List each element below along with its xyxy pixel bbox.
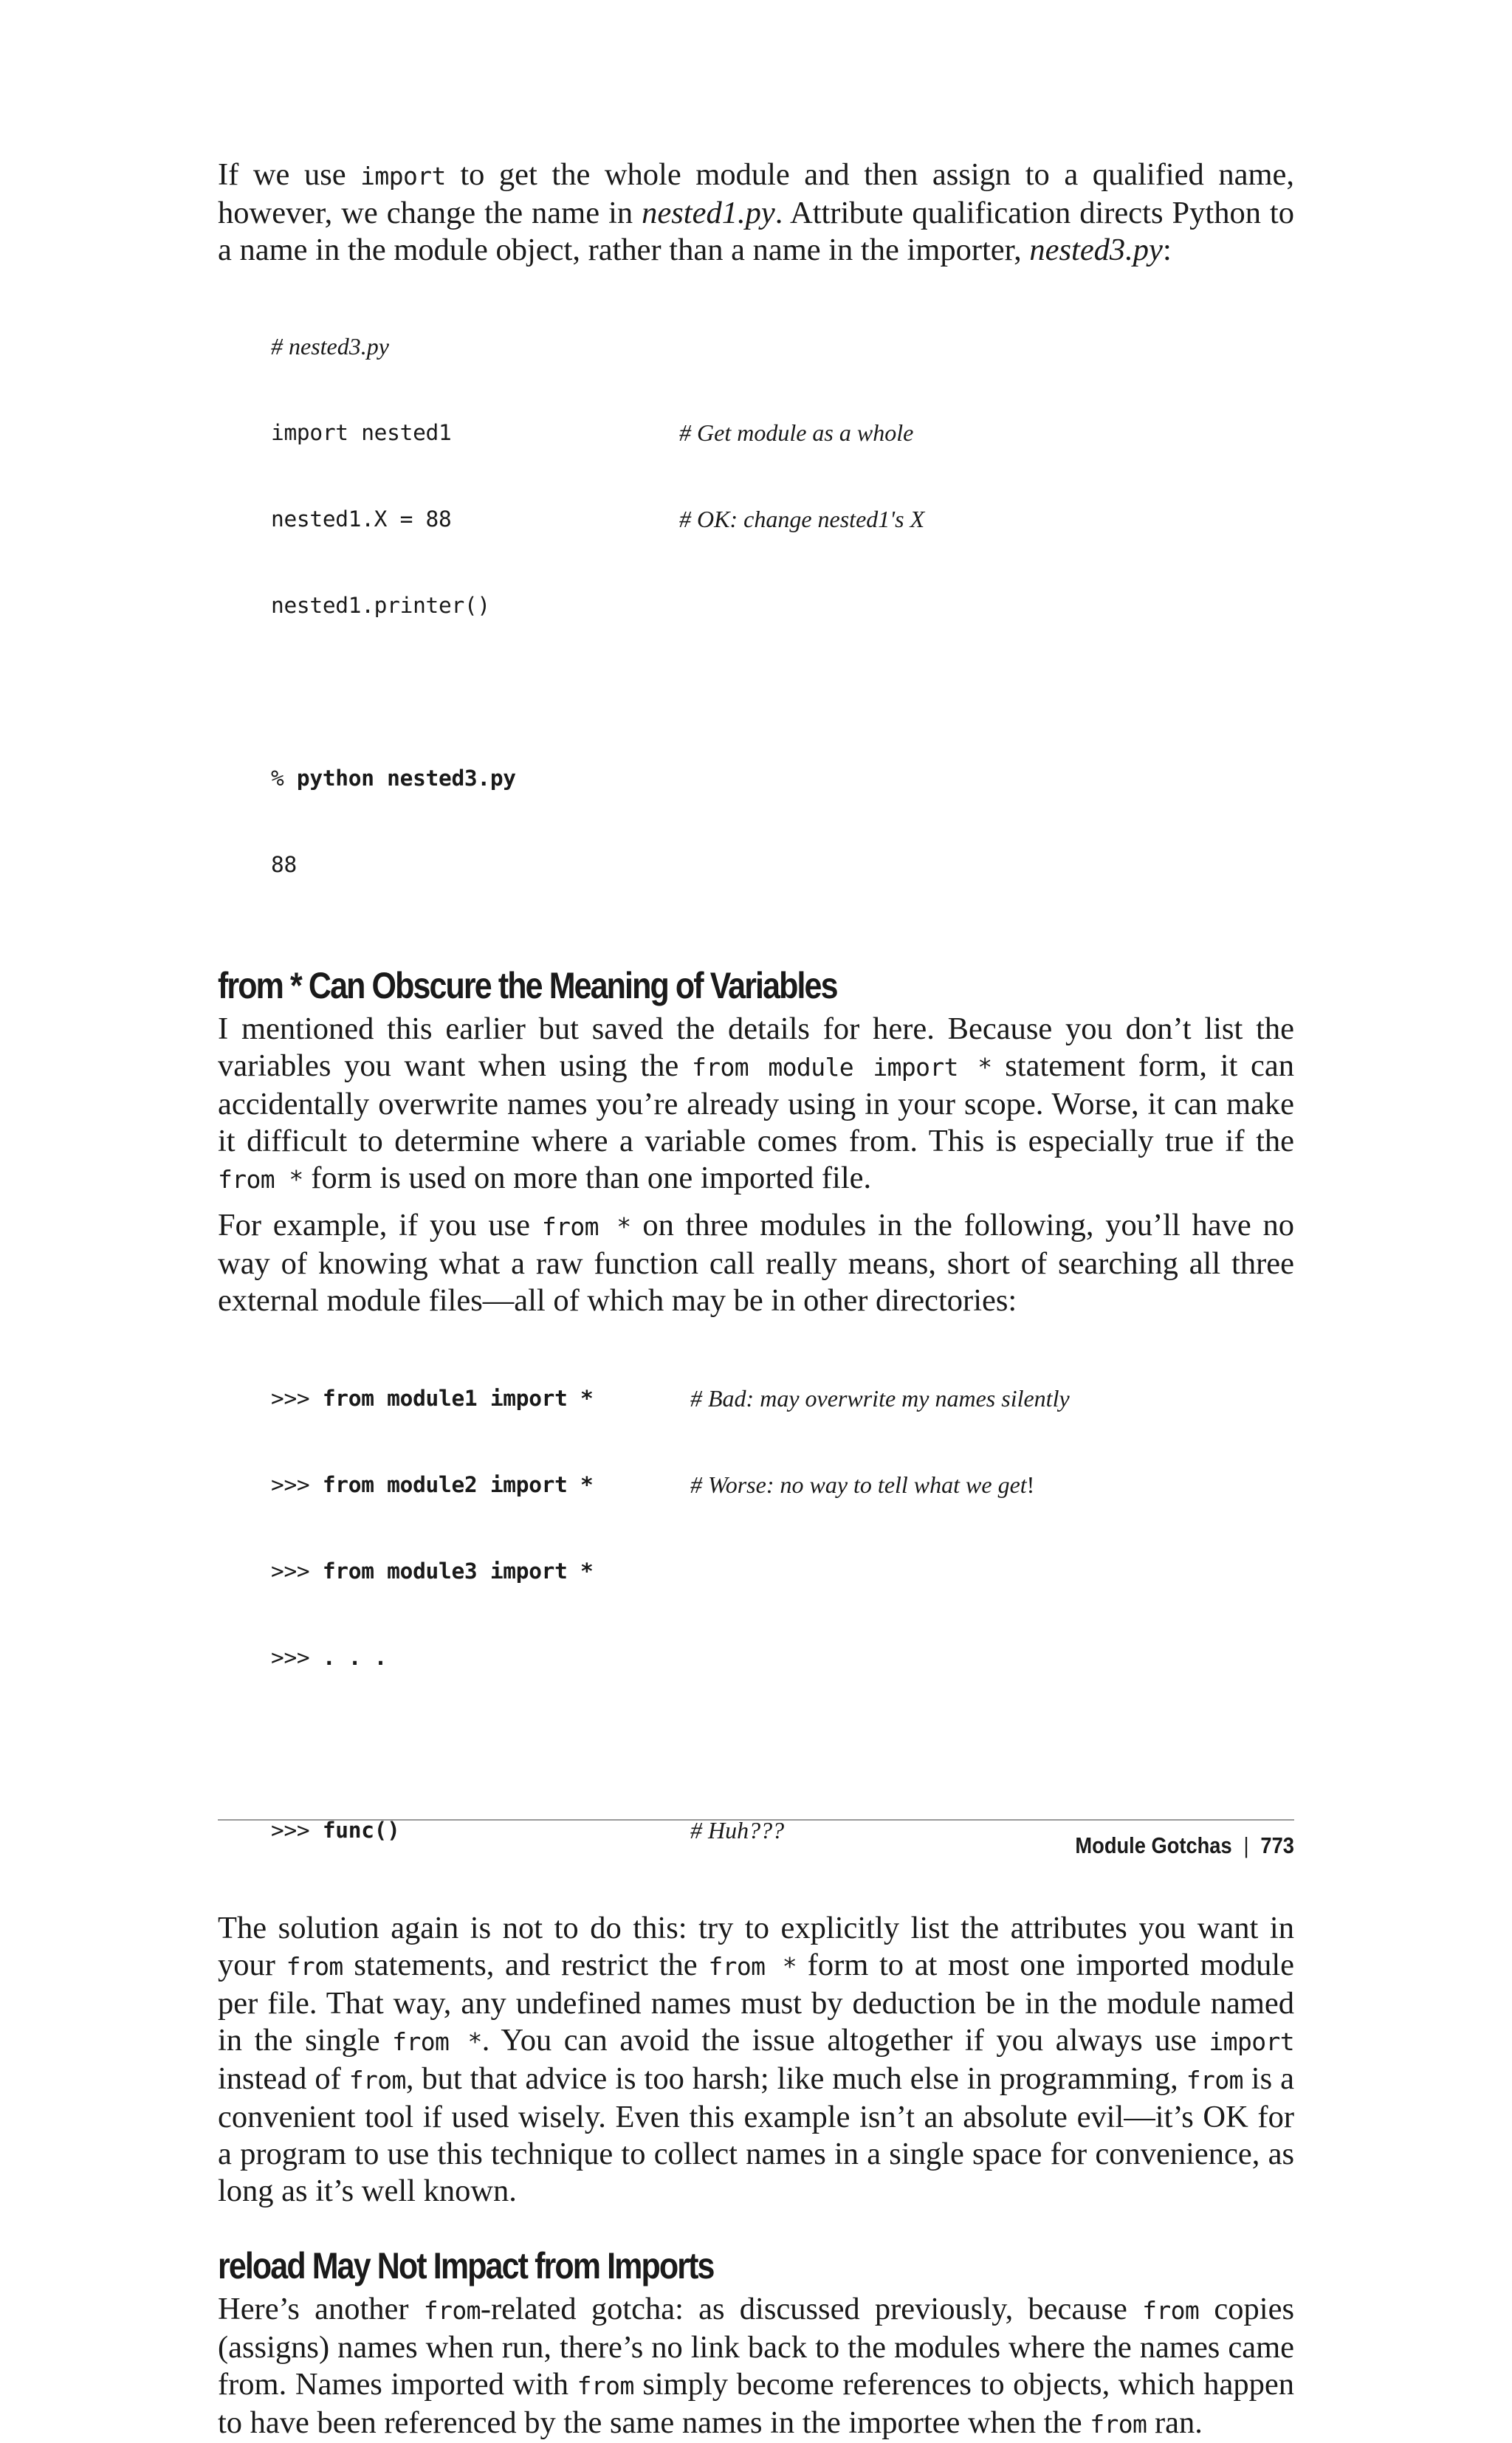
code-line: from module1 import * xyxy=(322,1386,594,1411)
footer-separator: | xyxy=(1243,1832,1249,1858)
inline-code: from * xyxy=(541,1212,631,1241)
inline-code: from xyxy=(423,2296,481,2325)
repl-prompt: >>> xyxy=(271,1386,323,1411)
paragraph: I mentioned this earlier but saved the details for here. Because you don’t list the variables you want when using the from module import * statement form, it can accidentally overwrite names you’re already using in your scope. Worse, it can make it difficult to determine where a variable comes from. This is especially true if the from * form is used on more than one imported file. xyxy=(218,1011,1294,1195)
running-footer-title: Module Gotchas xyxy=(1075,1832,1232,1858)
code-comment: # Worse: no way to tell what we get! xyxy=(690,1471,1035,1498)
repl-prompt: >>> xyxy=(271,1559,323,1584)
paragraph: Here’s another from-related gotcha: as discussed previously, because from copies (assigns) names when run, there’s no link back to the modules where the names came from. Names imported with from simply become references to objects, which happen to have been referenced by the same names in the importee when the from ran. xyxy=(218,2292,1294,2440)
code-line: . . . xyxy=(322,1645,388,1670)
code-output: 88 xyxy=(271,852,297,877)
shell-command: python nested3.py xyxy=(296,766,516,791)
code-line: func() xyxy=(322,1818,400,1843)
footer-divider xyxy=(218,1819,1294,1821)
page-footer xyxy=(1075,1831,1294,1860)
code-block xyxy=(271,1327,1294,1903)
code-line: from module3 import * xyxy=(322,1559,594,1584)
paragraph: For example, if you use from * on three modules in the following, you’ll have no way of knowing what a raw function call really means, short of searching all three external module files—all of which may be in other directories: xyxy=(218,1208,1295,1318)
inline-code: from * xyxy=(218,1165,303,1194)
inline-code: from xyxy=(286,1952,343,1981)
paragraph: If we use import to get the whole module and then assign to a qualified name, however, we change the name in nested1.py. Attribute qualification directs Python to a name in the module object, rather than a name in the importer, nested3.py: xyxy=(218,157,1294,267)
code-comment: # Huh??? xyxy=(690,1817,785,1844)
inline-code: import xyxy=(360,162,446,190)
section-heading: reload May Not Impact from Imports xyxy=(218,2245,714,2286)
inline-code: from xyxy=(1142,2296,1200,2325)
inline-code: from xyxy=(1090,2410,1147,2439)
inline-code: from * xyxy=(708,1952,797,1981)
inline-code: from module import * xyxy=(691,1053,992,1082)
code-comment: # OK: change nested1's X xyxy=(679,506,925,532)
inline-code: from xyxy=(348,2066,406,2095)
code-line: from module2 import * xyxy=(322,1472,594,1497)
repl-prompt: >>> xyxy=(271,1645,323,1670)
paragraph: The solution again is not to do this: try to explicitly list the attributes you want in your from statements, and restrict the from * form to at most one imported module per file. That way, any undefined names must by deduction be in the module named in the single from *. You can avoid the issue altogether if you always use import instead of from, but that advice is too harsh; like much else in programming, from is a convenient tool if used wisely. Even this example isn’t an absolute evil—it’s OK for a program to use this technique to collect names in a single space for convenience, as long as it’s well known. xyxy=(218,1911,1295,2208)
code-comment: # Bad: may overwrite my names silently xyxy=(690,1385,1070,1412)
code-comment: # nested3.py xyxy=(271,333,389,360)
section-heading: from * Can Obscure the Meaning of Variables xyxy=(218,965,837,1006)
page-content xyxy=(218,157,1294,2443)
file-name: nested3.py xyxy=(1029,233,1163,267)
code-line: nested1.printer() xyxy=(271,593,490,618)
file-name: nested1.py xyxy=(642,196,775,230)
inline-code: from xyxy=(1186,2066,1243,2095)
shell-prompt: % xyxy=(271,766,297,791)
page-number: 773 xyxy=(1260,1832,1294,1858)
inline-code: from xyxy=(577,2371,634,2400)
code-block xyxy=(271,275,1294,937)
repl-prompt: >>> xyxy=(271,1472,323,1497)
repl-prompt: >>> xyxy=(271,1818,323,1843)
inline-code: from * xyxy=(392,2027,482,2056)
code-line: nested1.X = 88 xyxy=(271,506,452,532)
code-line: import nested1 xyxy=(271,420,452,445)
inline-code: import xyxy=(1209,2027,1295,2056)
code-comment: # Get module as a whole xyxy=(679,419,914,446)
